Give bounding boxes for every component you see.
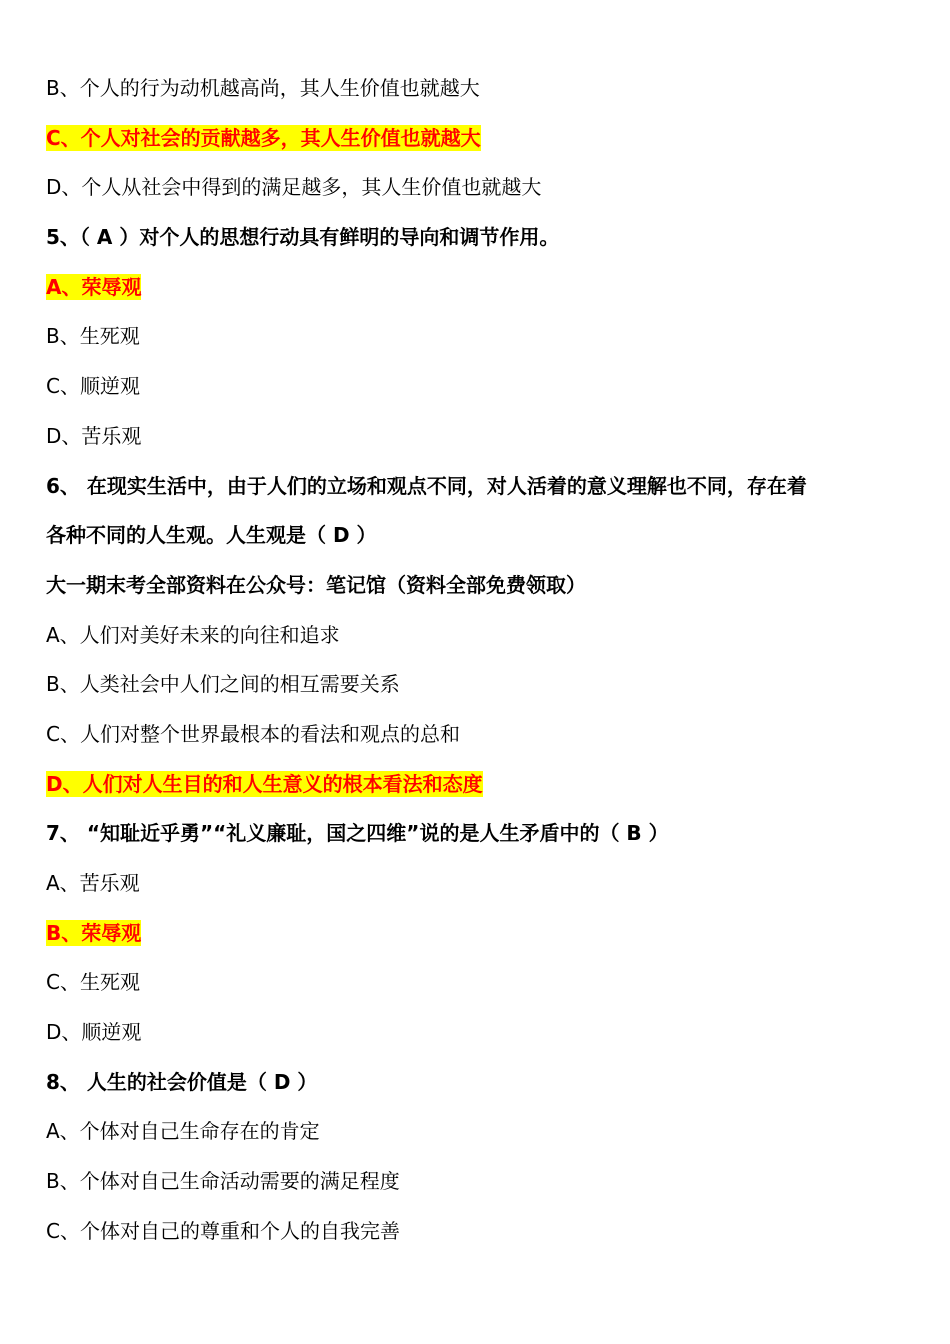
option-c-q4-answer [46,114,916,164]
question-text: 8、 人生的社会价值是（ D ） [46,1069,318,1094]
option-text: A、个体对自己生命存在的肯定 [46,1119,320,1144]
option-text: C、个体对自己的尊重和个人的自我完善 [46,1218,400,1243]
option-b-q4 [46,64,916,114]
option-a-q8 [46,1107,916,1157]
option-c-q6 [46,710,916,760]
option-text: C、顺逆观 [46,374,140,399]
question-text: 5、（ A ）对个人的思想行动具有鲜明的导向和调节作用。 [46,225,560,250]
option-a-q5-answer [46,263,916,313]
question-text: 6、 在现实生活中，由于人们的立场和观点不同，对人活着的意义理解也不同，存在着 [46,473,807,498]
option-c-q5 [46,362,916,412]
option-d-q5 [46,412,916,462]
option-text: C、人们对整个世界最根本的看法和观点的总和 [46,721,460,746]
option-text: B、人类社会中人们之间的相互需要关系 [46,672,400,697]
option-b-q5 [46,312,916,362]
highlighted-answer: D、人们对人生目的和人生意义的根本看法和态度 [46,771,483,796]
option-text: D、个人从社会中得到的满足越多，其人生价值也就越大 [46,175,542,200]
option-text: B、个体对自己生命活动需要的满足程度 [46,1169,400,1194]
promo-note [46,561,916,611]
option-text: A、人们对美好未来的向往和追求 [46,622,340,647]
promo-text: 大一期末考全部资料在公众号：笔记馆（资料全部免费领取） [46,572,586,597]
option-text: C、生死观 [46,970,140,995]
option-b-q6 [46,660,916,710]
option-a-q7 [46,859,916,909]
option-text: B、生死观 [46,324,140,349]
option-b-q7-answer [46,909,916,959]
option-text: D、顺逆观 [46,1020,142,1045]
question-7 [46,809,916,859]
highlighted-answer: C、个人对社会的贡献越多，其人生价值也就越大 [46,125,481,150]
highlighted-answer: B、荣辱观 [46,920,142,945]
option-d-q6-answer [46,760,916,810]
question-text: 7、 “知耻近乎勇”“礼义廉耻，国之四维”说的是人生矛盾中的（ B ） [46,821,669,846]
option-d-q4 [46,163,916,213]
question-5 [46,213,916,263]
question-text: 各种不同的人生观。人生观是（ D ） [46,523,377,548]
document-page [46,64,916,1257]
highlighted-answer: A、荣辱观 [46,274,142,299]
option-text: B、个人的行为动机越高尚，其人生价值也就越大 [46,76,480,100]
option-b-q8 [46,1157,916,1207]
option-d-q7 [46,1008,916,1058]
question-6-line-1 [46,462,916,512]
option-c-q8 [46,1207,916,1257]
option-c-q7 [46,958,916,1008]
option-text: D、苦乐观 [46,423,142,448]
option-a-q6 [46,611,916,661]
question-8 [46,1058,916,1108]
question-6-line-2 [46,511,916,561]
option-text: A、苦乐观 [46,871,140,895]
